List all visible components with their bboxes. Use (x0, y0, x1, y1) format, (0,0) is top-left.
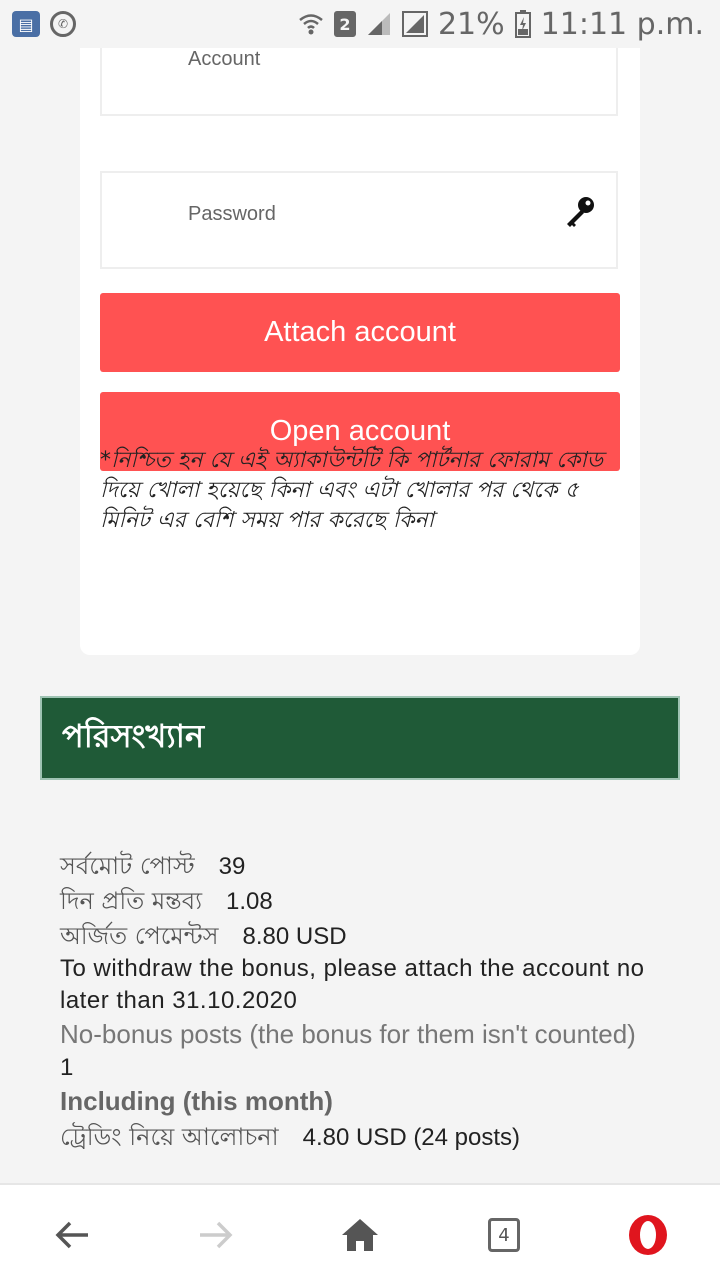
key-icon (564, 195, 596, 227)
statistics-list (60, 848, 660, 1154)
stat-label: ট্রেডিং নিয়ে আলোচনা (60, 1123, 279, 1151)
stat-value: 4.80 USD (24 posts) (302, 1124, 521, 1151)
clock: 11:11 p.m. (540, 6, 704, 42)
nobonus-label: No-bonus posts (the bonus for them isn't counted) (60, 1019, 636, 1049)
status-bar (0, 0, 720, 48)
sim-badge: 2 (334, 11, 356, 37)
back-button[interactable] (48, 1211, 96, 1259)
open-account-button[interactable]: Open account (100, 392, 620, 471)
withdraw-note: To withdraw the bonus, please attach the account no later than 31.10.2020 (60, 955, 645, 1014)
tabs-count: 4 (488, 1218, 520, 1252)
page-content (0, 48, 720, 1183)
book-app-icon: ▤ (12, 11, 40, 37)
browser-navbar (0, 1183, 720, 1280)
home-icon (340, 1217, 380, 1253)
home-button[interactable] (336, 1211, 384, 1259)
stat-trading (60, 1119, 660, 1154)
stat-value: 39 (218, 853, 246, 880)
including-label: Including (this month) (60, 1086, 333, 1116)
tabs-button[interactable] (480, 1211, 528, 1259)
back-arrow-icon (54, 1219, 90, 1251)
user-icon (564, 48, 596, 52)
forward-button[interactable] (192, 1211, 240, 1259)
account-label: Account (188, 48, 261, 70)
stat-earned-payments (60, 918, 660, 953)
wifi-icon (298, 11, 324, 37)
stat-total-posts (60, 848, 660, 883)
stat-value: 1.08 (226, 888, 273, 915)
whatsapp-icon: ✆ (50, 11, 76, 37)
battery-percent: 21% (437, 6, 505, 42)
password-label: Password (188, 203, 276, 225)
opera-menu-button[interactable] (624, 1211, 672, 1259)
stat-label: সর্বমোট পোস্ট (60, 852, 195, 880)
forward-arrow-icon (198, 1219, 234, 1251)
account-field[interactable] (100, 48, 618, 116)
password-field[interactable] (100, 171, 618, 269)
battery-icon (515, 10, 531, 38)
opera-logo-icon (627, 1214, 669, 1256)
nobonus-value: 1 (60, 1054, 74, 1081)
stat-value: 8.80 USD (242, 923, 347, 950)
attach-account-button[interactable]: Attach account (100, 293, 620, 372)
attach-account-card (80, 48, 640, 655)
signal-2-icon (402, 11, 428, 37)
stat-comments-per-day (60, 883, 660, 918)
signal-icon (366, 11, 392, 37)
stat-label: দিন প্রতি মন্তব্য (60, 887, 203, 915)
statistics-header: পরিসংখ্যান (40, 696, 680, 780)
account-note: *নিশ্চিত হন যে এই অ্যাকাউন্টটি কি পার্টনার ফোরাম কোড দিয়ে খোলা হয়েছে কিনা এবং এটা খোলার পর থেকে ৫ মিনিট এর বেশি সময় পার করেছে কিনা (100, 448, 603, 533)
stat-label: অর্জিত পেমেন্টস (60, 922, 219, 950)
